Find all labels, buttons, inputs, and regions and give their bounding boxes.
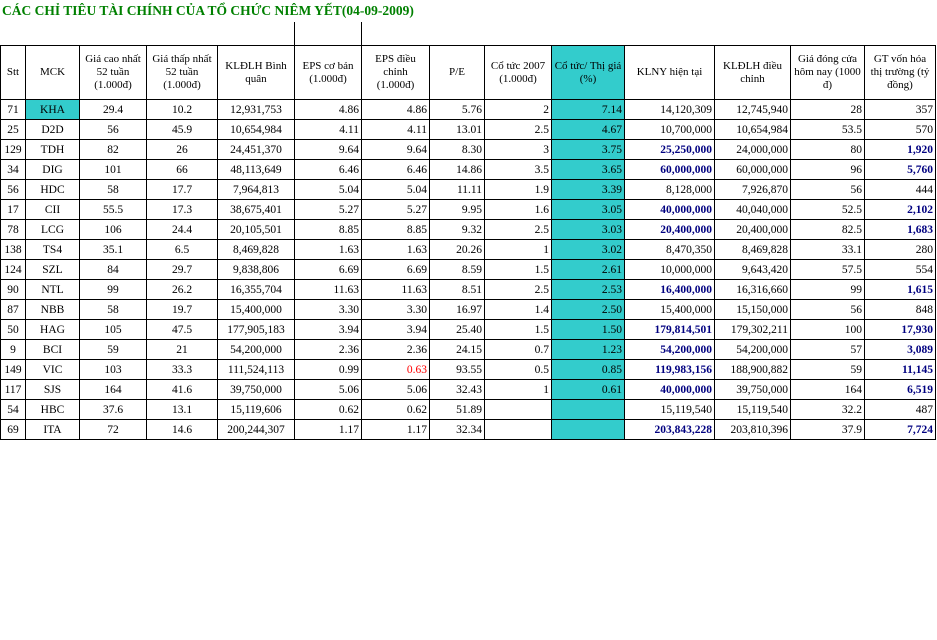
- header-cell: KLĐLH Bình quân: [218, 46, 295, 100]
- table-row: [1, 100, 936, 120]
- cell-lo: 17.7: [147, 180, 218, 200]
- cell-hi: 105: [80, 320, 147, 340]
- table-row: [1, 300, 936, 320]
- cell-mck: DIG: [26, 160, 80, 180]
- cell-eps-adj: 3.30: [362, 300, 430, 320]
- cell-lo: 41.6: [147, 380, 218, 400]
- cell-eps-adj: 6.46: [362, 160, 430, 180]
- cell-stt: 90: [1, 280, 26, 300]
- cell-eps-adj: 0.62: [362, 400, 430, 420]
- cell-close: 28: [791, 100, 865, 120]
- cell-pe: 9.95: [430, 200, 485, 220]
- cell-div: 0.7: [485, 340, 552, 360]
- cell-eps: 3.94: [295, 320, 362, 340]
- cell-cap: 11,145: [865, 360, 936, 380]
- cell-kldlh: 16,355,704: [218, 280, 295, 300]
- cell-div: 1.5: [485, 320, 552, 340]
- cell-cap: 444: [865, 180, 936, 200]
- cell-cap: 487: [865, 400, 936, 420]
- cell-close: 82.5: [791, 220, 865, 240]
- cell-lo: 45.9: [147, 120, 218, 140]
- cell-hi: 55.5: [80, 200, 147, 220]
- cell-eps-adj: 4.11: [362, 120, 430, 140]
- header-cell: KLĐLH điều chỉnh: [715, 46, 791, 100]
- divider: [361, 22, 362, 46]
- cell-klny: 14,120,309: [625, 100, 715, 120]
- cell-kldlh: 20,105,501: [218, 220, 295, 240]
- cell-eps-adj: 2.36: [362, 340, 430, 360]
- cell-eps-adj: 11.63: [362, 280, 430, 300]
- table-row: [1, 260, 936, 280]
- header-cell: Giá cao nhất 52 tuần (1.000đ): [80, 46, 147, 100]
- cell-close: 59: [791, 360, 865, 380]
- cell-div: 3: [485, 140, 552, 160]
- header-cell: Cổ tức/ Thị giá (%): [552, 46, 625, 100]
- cell-eps: 11.63: [295, 280, 362, 300]
- cell-eps-adj: 1.63: [362, 240, 430, 260]
- cell-cap: 357: [865, 100, 936, 120]
- cell-kldlh: 15,400,000: [218, 300, 295, 320]
- cell-eps: 0.99: [295, 360, 362, 380]
- cell-kldlh: 8,469,828: [218, 240, 295, 260]
- cell-kldlh: 9,838,806: [218, 260, 295, 280]
- cell-div: 1: [485, 240, 552, 260]
- cell-yield: 3.39: [552, 180, 625, 200]
- cell-close: 99: [791, 280, 865, 300]
- cell-div: 3.5: [485, 160, 552, 180]
- cell-kldlh-adj: 54,200,000: [715, 340, 791, 360]
- cell-eps-adj: 5.06: [362, 380, 430, 400]
- cell-cap: 1,683: [865, 220, 936, 240]
- cell-eps-adj: 5.27: [362, 200, 430, 220]
- cell-pe: 51.89: [430, 400, 485, 420]
- table-row: [1, 280, 936, 300]
- cell-kldlh: 200,244,307: [218, 420, 295, 440]
- cell-hi: 35.1: [80, 240, 147, 260]
- cell-lo: 47.5: [147, 320, 218, 340]
- cell-hi: 59: [80, 340, 147, 360]
- cell-lo: 14.6: [147, 420, 218, 440]
- cell-close: 37.9: [791, 420, 865, 440]
- cell-eps-adj: 8.85: [362, 220, 430, 240]
- cell-kldlh: 54,200,000: [218, 340, 295, 360]
- cell-kldlh-adj: 24,000,000: [715, 140, 791, 160]
- cell-stt: 9: [1, 340, 26, 360]
- cell-hi: 56: [80, 120, 147, 140]
- cell-pe: 32.43: [430, 380, 485, 400]
- cell-stt: 25: [1, 120, 26, 140]
- cell-kldlh: 38,675,401: [218, 200, 295, 220]
- table-row: [1, 140, 936, 160]
- cell-lo: 13.1: [147, 400, 218, 420]
- cell-cap: 1,920: [865, 140, 936, 160]
- cell-hi: 72: [80, 420, 147, 440]
- cell-eps: 9.64: [295, 140, 362, 160]
- cell-klny: 8,128,000: [625, 180, 715, 200]
- cell-mck: VIC: [26, 360, 80, 380]
- cell-hi: 101: [80, 160, 147, 180]
- cell-lo: 26: [147, 140, 218, 160]
- cell-div: [485, 420, 552, 440]
- cell-hi: 99: [80, 280, 147, 300]
- cell-eps: 4.86: [295, 100, 362, 120]
- financial-table: [0, 45, 936, 440]
- cell-pe: 32.34: [430, 420, 485, 440]
- cell-div: 0.5: [485, 360, 552, 380]
- cell-pe: 8.59: [430, 260, 485, 280]
- cell-hi: 106: [80, 220, 147, 240]
- cell-yield: 3.03: [552, 220, 625, 240]
- header-cell: Giá thấp nhất 52 tuần (1.000đ): [147, 46, 218, 100]
- cell-klny: 16,400,000: [625, 280, 715, 300]
- page-title: CÁC CHỈ TIÊU TÀI CHÍNH CỦA TỔ CHỨC NIÊM YẾT(04-09-2009): [2, 3, 414, 18]
- cell-yield: 0.85: [552, 360, 625, 380]
- cell-eps-adj: 1.17: [362, 420, 430, 440]
- table-row: [1, 320, 936, 340]
- cell-yield: 3.65: [552, 160, 625, 180]
- cell-div: 2: [485, 100, 552, 120]
- cell-kldlh: 111,524,113: [218, 360, 295, 380]
- cell-eps: 5.04: [295, 180, 362, 200]
- cell-kldlh-adj: 179,302,211: [715, 320, 791, 340]
- cell-mck: SJS: [26, 380, 80, 400]
- cell-klny: 15,119,540: [625, 400, 715, 420]
- cell-kldlh-adj: 15,150,000: [715, 300, 791, 320]
- cell-eps: 1.17: [295, 420, 362, 440]
- cell-kldlh-adj: 15,119,540: [715, 400, 791, 420]
- cell-klny: 54,200,000: [625, 340, 715, 360]
- cell-mck: D2D: [26, 120, 80, 140]
- cell-hi: 29.4: [80, 100, 147, 120]
- cell-stt: 149: [1, 360, 26, 380]
- cell-eps: 3.30: [295, 300, 362, 320]
- cell-kldlh-adj: 9,643,420: [715, 260, 791, 280]
- cell-stt: 138: [1, 240, 26, 260]
- cell-eps: 1.63: [295, 240, 362, 260]
- cell-mck: BCI: [26, 340, 80, 360]
- cell-eps: 6.69: [295, 260, 362, 280]
- cell-mck: HDC: [26, 180, 80, 200]
- header-cell: EPS cơ bản (1.000đ): [295, 46, 362, 100]
- cell-pe: 25.40: [430, 320, 485, 340]
- cell-eps: 5.06: [295, 380, 362, 400]
- cell-hi: 58: [80, 180, 147, 200]
- cell-kldlh: 24,451,370: [218, 140, 295, 160]
- cell-cap: 2,102: [865, 200, 936, 220]
- cell-mck: TS4: [26, 240, 80, 260]
- cell-hi: 58: [80, 300, 147, 320]
- cell-kldlh-adj: 39,750,000: [715, 380, 791, 400]
- cell-pe: 8.30: [430, 140, 485, 160]
- cell-close: 52.5: [791, 200, 865, 220]
- cell-lo: 21: [147, 340, 218, 360]
- cell-stt: 50: [1, 320, 26, 340]
- cell-close: 32.2: [791, 400, 865, 420]
- cell-klny: 119,983,156: [625, 360, 715, 380]
- cell-klny: 60,000,000: [625, 160, 715, 180]
- cell-close: 164: [791, 380, 865, 400]
- cell-cap: 17,930: [865, 320, 936, 340]
- cell-div: 2.5: [485, 220, 552, 240]
- cell-klny: 203,843,228: [625, 420, 715, 440]
- cell-cap: 554: [865, 260, 936, 280]
- cell-kldlh: 48,113,649: [218, 160, 295, 180]
- cell-eps-adj: 0.63: [362, 360, 430, 380]
- cell-pe: 20.26: [430, 240, 485, 260]
- cell-div: 1.6: [485, 200, 552, 220]
- cell-kldlh: 12,931,753: [218, 100, 295, 120]
- cell-yield: 1.23: [552, 340, 625, 360]
- cell-lo: 26.2: [147, 280, 218, 300]
- cell-stt: 56: [1, 180, 26, 200]
- table-row: [1, 200, 936, 220]
- cell-yield: 3.02: [552, 240, 625, 260]
- header-cell: GT vốn hóa thị trường (tỷ đồng): [865, 46, 936, 100]
- cell-pe: 16.97: [430, 300, 485, 320]
- cell-yield: [552, 400, 625, 420]
- header-cell: Giá đóng cửa hôm nay (1000 đ): [791, 46, 865, 100]
- cell-mck: ITA: [26, 420, 80, 440]
- cell-lo: 17.3: [147, 200, 218, 220]
- cell-eps: 6.46: [295, 160, 362, 180]
- cell-cap: 1,615: [865, 280, 936, 300]
- cell-kldlh-adj: 16,316,660: [715, 280, 791, 300]
- cell-div: 2.5: [485, 120, 552, 140]
- cell-hi: 82: [80, 140, 147, 160]
- cell-lo: 33.3: [147, 360, 218, 380]
- cell-hi: 84: [80, 260, 147, 280]
- cell-cap: 848: [865, 300, 936, 320]
- cell-cap: 7,724: [865, 420, 936, 440]
- cell-pe: 93.55: [430, 360, 485, 380]
- cell-eps-adj: 3.94: [362, 320, 430, 340]
- cell-kldlh-adj: 7,926,870: [715, 180, 791, 200]
- cell-stt: 54: [1, 400, 26, 420]
- cell-klny: 40,000,000: [625, 380, 715, 400]
- table-row: [1, 220, 936, 240]
- header-cell: Stt: [1, 46, 26, 100]
- cell-kldlh: 177,905,183: [218, 320, 295, 340]
- cell-stt: 124: [1, 260, 26, 280]
- divider: [294, 22, 295, 46]
- cell-kldlh-adj: 8,469,828: [715, 240, 791, 260]
- cell-stt: 69: [1, 420, 26, 440]
- cell-close: 80: [791, 140, 865, 160]
- cell-klny: 40,000,000: [625, 200, 715, 220]
- cell-mck: SZL: [26, 260, 80, 280]
- cell-eps: 4.11: [295, 120, 362, 140]
- cell-pe: 14.86: [430, 160, 485, 180]
- cell-lo: 24.4: [147, 220, 218, 240]
- cell-mck: HBC: [26, 400, 80, 420]
- cell-klny: 10,700,000: [625, 120, 715, 140]
- cell-hi: 164: [80, 380, 147, 400]
- cell-stt: 17: [1, 200, 26, 220]
- cell-lo: 6.5: [147, 240, 218, 260]
- cell-close: 96: [791, 160, 865, 180]
- cell-yield: 7.14: [552, 100, 625, 120]
- cell-kldlh: 39,750,000: [218, 380, 295, 400]
- cell-yield: 0.61: [552, 380, 625, 400]
- cell-close: 56: [791, 300, 865, 320]
- cell-cap: 280: [865, 240, 936, 260]
- cell-cap: 3,089: [865, 340, 936, 360]
- cell-cap: 570: [865, 120, 936, 140]
- cell-pe: 13.01: [430, 120, 485, 140]
- cell-kldlh-adj: 10,654,984: [715, 120, 791, 140]
- cell-mck: NTL: [26, 280, 80, 300]
- table-row: [1, 340, 936, 360]
- cell-div: 1: [485, 380, 552, 400]
- cell-stt: 34: [1, 160, 26, 180]
- table-row: [1, 420, 936, 440]
- cell-pe: 5.76: [430, 100, 485, 120]
- cell-klny: 20,400,000: [625, 220, 715, 240]
- cell-kldlh-adj: 188,900,882: [715, 360, 791, 380]
- cell-close: 57: [791, 340, 865, 360]
- cell-close: 100: [791, 320, 865, 340]
- cell-yield: 3.05: [552, 200, 625, 220]
- table-row: [1, 360, 936, 380]
- cell-stt: 78: [1, 220, 26, 240]
- cell-mck: CII: [26, 200, 80, 220]
- cell-kldlh-adj: 20,400,000: [715, 220, 791, 240]
- cell-mck: LCG: [26, 220, 80, 240]
- header-cell: KLNY hiện tại: [625, 46, 715, 100]
- cell-cap: 6,519: [865, 380, 936, 400]
- cell-kldlh: 15,119,606: [218, 400, 295, 420]
- cell-kldlh-adj: 40,040,000: [715, 200, 791, 220]
- cell-stt: 87: [1, 300, 26, 320]
- cell-mck: TDH: [26, 140, 80, 160]
- cell-kldlh: 10,654,984: [218, 120, 295, 140]
- cell-cap: 5,760: [865, 160, 936, 180]
- table-row: [1, 160, 936, 180]
- cell-close: 56: [791, 180, 865, 200]
- cell-div: 2.5: [485, 280, 552, 300]
- cell-lo: 19.7: [147, 300, 218, 320]
- cell-div: [485, 400, 552, 420]
- cell-kldlh-adj: 60,000,000: [715, 160, 791, 180]
- cell-eps: 2.36: [295, 340, 362, 360]
- cell-yield: 2.50: [552, 300, 625, 320]
- cell-div: 1.4: [485, 300, 552, 320]
- cell-close: 53.5: [791, 120, 865, 140]
- cell-kldlh-adj: 12,745,940: [715, 100, 791, 120]
- cell-eps-adj: 5.04: [362, 180, 430, 200]
- cell-div: 1.9: [485, 180, 552, 200]
- cell-eps: 5.27: [295, 200, 362, 220]
- cell-mck: KHA: [26, 100, 80, 120]
- table-row: [1, 120, 936, 140]
- cell-mck: NBB: [26, 300, 80, 320]
- cell-eps-adj: 9.64: [362, 140, 430, 160]
- cell-eps-adj: 6.69: [362, 260, 430, 280]
- header-row: [1, 46, 936, 100]
- table-row: [1, 400, 936, 420]
- table-row: [1, 240, 936, 260]
- cell-close: 33.1: [791, 240, 865, 260]
- cell-yield: 2.53: [552, 280, 625, 300]
- cell-klny: 15,400,000: [625, 300, 715, 320]
- cell-klny: 10,000,000: [625, 260, 715, 280]
- cell-pe: 9.32: [430, 220, 485, 240]
- cell-pe: 8.51: [430, 280, 485, 300]
- header-cell: EPS điều chỉnh (1.000đ): [362, 46, 430, 100]
- cell-yield: 1.50: [552, 320, 625, 340]
- cell-kldlh-adj: 203,810,396: [715, 420, 791, 440]
- cell-hi: 37.6: [80, 400, 147, 420]
- cell-hi: 103: [80, 360, 147, 380]
- cell-yield: 2.61: [552, 260, 625, 280]
- cell-kldlh: 7,964,813: [218, 180, 295, 200]
- table-row: [1, 180, 936, 200]
- cell-div: 1.5: [485, 260, 552, 280]
- header-cell: MCK: [26, 46, 80, 100]
- cell-klny: 25,250,000: [625, 140, 715, 160]
- cell-pe: 24.15: [430, 340, 485, 360]
- cell-stt: 71: [1, 100, 26, 120]
- header-cell: P/E: [430, 46, 485, 100]
- cell-yield: 3.75: [552, 140, 625, 160]
- cell-stt: 129: [1, 140, 26, 160]
- cell-lo: 10.2: [147, 100, 218, 120]
- cell-eps: 0.62: [295, 400, 362, 420]
- cell-lo: 29.7: [147, 260, 218, 280]
- cell-pe: 11.11: [430, 180, 485, 200]
- cell-eps: 8.85: [295, 220, 362, 240]
- cell-close: 57.5: [791, 260, 865, 280]
- cell-yield: 4.67: [552, 120, 625, 140]
- cell-eps-adj: 4.86: [362, 100, 430, 120]
- cell-lo: 66: [147, 160, 218, 180]
- cell-klny: 179,814,501: [625, 320, 715, 340]
- cell-klny: 8,470,350: [625, 240, 715, 260]
- header-cell: Cổ tức 2007 (1.000đ): [485, 46, 552, 100]
- cell-yield: [552, 420, 625, 440]
- cell-mck: HAG: [26, 320, 80, 340]
- table-row: [1, 380, 936, 400]
- cell-stt: 117: [1, 380, 26, 400]
